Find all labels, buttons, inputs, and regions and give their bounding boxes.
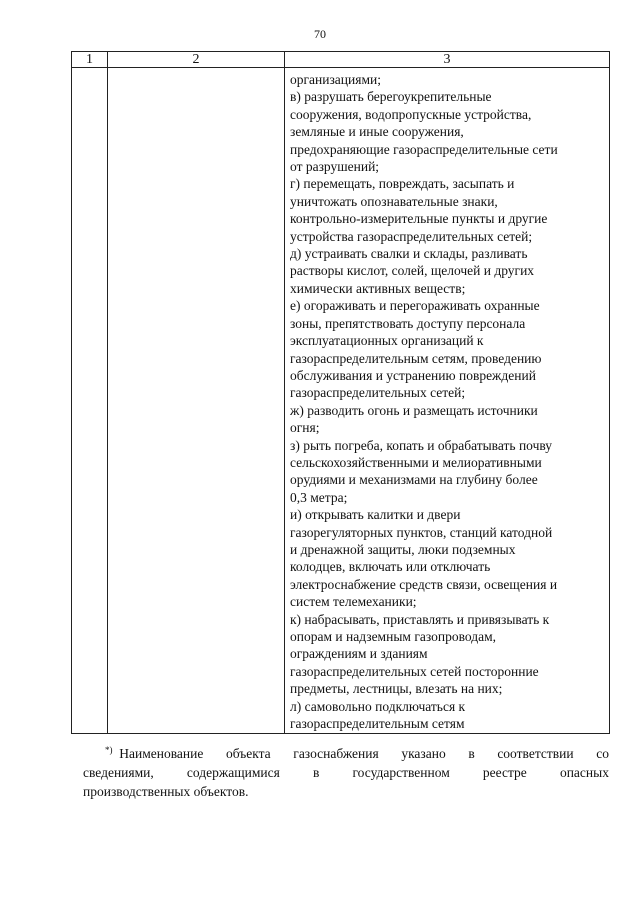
footnote-word: объекта xyxy=(225,746,271,761)
header-col-2: 2 xyxy=(108,52,285,68)
footnote-word: указано xyxy=(401,746,446,761)
footnote-word: Наименование xyxy=(119,746,204,761)
text-line: устройства газораспределительных сетей; xyxy=(290,228,533,244)
text-line: предметы, лестницы, влезать на них; xyxy=(290,681,503,697)
text-line: сельскохозяйственными и мелиоративными xyxy=(290,454,542,470)
text-line: в) разрушать берегоукрепительные xyxy=(290,89,492,105)
text-line: земляные и иные сооружения, xyxy=(290,124,464,140)
footnote-word: сведениями, xyxy=(83,765,154,780)
text-line: сооружения, водопропускные устройства, xyxy=(290,106,532,122)
text-line: систем телемеханики; xyxy=(290,594,417,610)
text-line: газорегуляторных пунктов, станций катодной xyxy=(290,524,553,540)
footnote-word: государственном xyxy=(352,765,450,780)
header-col-3: 3 xyxy=(285,52,610,68)
footnote-word: реестре xyxy=(482,765,527,780)
text-line: г) перемещать, повреждать, засыпать и xyxy=(290,176,515,192)
text-line: 0,3 метра; xyxy=(290,489,348,505)
footnote-word: опасных xyxy=(559,765,609,780)
footnote-word: соответствии xyxy=(497,746,574,761)
text-line: е) огораживать и перегораживать охранные xyxy=(290,298,540,314)
cell-col-3-text xyxy=(285,68,609,733)
table-row xyxy=(72,68,610,734)
footnote-line-1 xyxy=(83,744,609,763)
content-table xyxy=(71,51,610,734)
text-line: д) устраивать свалки и склады, разливать xyxy=(290,246,528,262)
text-line: контрольно-измерительные пункты и другие xyxy=(290,211,548,227)
footnote-word: содержащимися xyxy=(186,765,280,780)
text-line: к) набрасывать, приставлять и привязывать к xyxy=(290,611,550,627)
cell-col-3 xyxy=(285,68,610,734)
text-line: от разрушений; xyxy=(290,159,380,175)
text-line: газораспределительным сетям, проведению xyxy=(290,350,542,366)
text-line: з) рыть погреба, копать и обрабатывать почву xyxy=(290,437,553,453)
text-line: предохраняющие газораспределительные сети xyxy=(290,141,558,157)
text-line: газораспределительных сетей посторонние xyxy=(290,663,539,679)
text-line: орудиями и механизмами на глубину более xyxy=(290,472,538,488)
text-line: обслуживания и устранению повреждений xyxy=(290,367,536,383)
text-line: уничтожать опознавательные знаки, xyxy=(290,193,498,209)
cell-col-2 xyxy=(108,68,285,734)
text-line: и дренажной защиты, люки подземных xyxy=(290,541,516,557)
text-line: и) открывать калитки и двери xyxy=(290,507,461,523)
footnote-word xyxy=(105,744,203,763)
text-line: газораспределительных сетей; xyxy=(290,385,466,401)
footnote xyxy=(83,744,609,801)
text-line: эксплуатационных организаций к xyxy=(290,333,484,349)
text-line: л) самовольно подключаться к xyxy=(290,698,466,714)
text-line: организациями; xyxy=(290,72,381,87)
text-line: химически активных веществ; xyxy=(290,280,466,296)
text-line: колодцев, включать или отключать xyxy=(290,559,491,575)
footnote-word: в xyxy=(312,765,320,780)
page-number: 70 xyxy=(314,27,326,41)
text-line: зоны, препятствовать доступу персонала xyxy=(290,315,526,331)
table-header-row xyxy=(72,52,610,68)
footnote-word: со xyxy=(596,746,609,761)
footnote-word: газоснабжения xyxy=(293,746,379,761)
footnote-line-3: производственных объектов. xyxy=(83,784,249,799)
text-line: ж) разводить огонь и размещать источники xyxy=(290,402,538,418)
header-col-1: 1 xyxy=(72,52,108,68)
footnote-word: в xyxy=(468,746,475,761)
footnote-line-2 xyxy=(83,763,609,782)
footnote-mark: *) xyxy=(105,745,113,755)
text-line: растворы кислот, солей, щелочей и других xyxy=(290,263,535,279)
text-line: ограждениям и зданиям xyxy=(290,646,428,662)
cell-col-1 xyxy=(72,68,108,734)
text-line: газораспределительным сетям xyxy=(290,716,465,732)
text-line: опорам и надземным газопроводам, xyxy=(290,629,496,644)
text-line: электроснабжение средств связи, освещения и xyxy=(290,576,558,592)
text-line: огня; xyxy=(290,420,320,436)
